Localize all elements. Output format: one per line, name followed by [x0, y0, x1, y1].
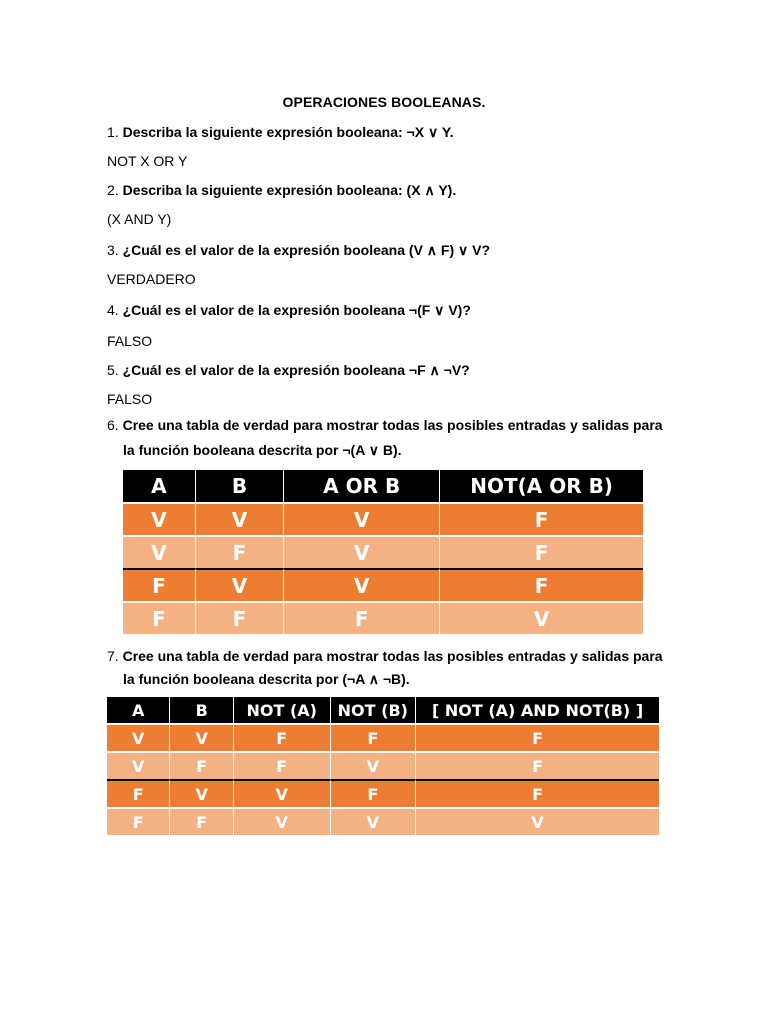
table-cell: F: [331, 779, 417, 807]
table-cell: V: [234, 807, 331, 835]
question-text: ¿Cuál es el valor de la expresión booleana (V ∧ F) ∨ V?: [122, 242, 491, 258]
table-row: [123, 568, 643, 601]
question-number: 5.: [107, 362, 119, 378]
table-row: [107, 807, 659, 835]
question-text: ¿Cuál es el valor de la expresión booleana ¬F ∧ ¬V?: [122, 362, 470, 378]
column-header: A: [123, 470, 196, 502]
column-header: A: [107, 697, 170, 723]
table-cell: F: [331, 723, 417, 751]
table-header-row: [123, 470, 643, 502]
question-6: [107, 417, 663, 434]
question-1: [107, 124, 454, 141]
table-cell: F: [123, 601, 196, 634]
truth-table-2: [107, 697, 659, 835]
table-header-row: [107, 697, 659, 723]
table-row: [123, 535, 643, 568]
table-cell: F: [284, 601, 440, 634]
table-cell: F: [416, 779, 659, 807]
column-header: B: [170, 697, 233, 723]
table-cell: F: [234, 751, 331, 779]
table-cell: V: [107, 751, 170, 779]
table-cell: V: [284, 568, 440, 601]
table-cell: F: [234, 723, 331, 751]
table-cell: F: [107, 807, 170, 835]
table-cell: F: [416, 751, 659, 779]
table-cell: V: [107, 723, 170, 751]
column-header: NOT(A OR B): [440, 470, 643, 502]
question-text: Cree una tabla de verdad para mostrar todas las posibles entradas y salidas para: [122, 417, 663, 433]
table-cell: V: [331, 807, 417, 835]
table-cell: F: [107, 779, 170, 807]
table-row: [107, 723, 659, 751]
table-cell: V: [331, 751, 417, 779]
table-cell: F: [123, 568, 196, 601]
question-text: Cree una tabla de verdad para mostrar todas las posibles entradas y salidas para: [122, 648, 663, 664]
table-row: [123, 601, 643, 634]
question-3: [107, 242, 490, 259]
table-cell: V: [284, 535, 440, 568]
question-text: ¿Cuál es el valor de la expresión booleana ¬(F ∨ V)?: [122, 302, 471, 318]
table-cell: V: [170, 723, 233, 751]
answer-3: VERDADERO: [107, 271, 196, 287]
table-cell: F: [170, 751, 233, 779]
table-cell: F: [196, 601, 284, 634]
question-number: 4.: [107, 302, 119, 318]
column-header: [ NOT (A) AND NOT(B) ]: [416, 697, 659, 723]
answer-2: (X AND Y): [107, 211, 172, 227]
question-6-continued: [123, 442, 402, 459]
table-cell: V: [284, 502, 440, 535]
table-cell: F: [196, 535, 284, 568]
question-text: Describa la siguiente expresión booleana: ¬X ∨ Y.: [122, 124, 454, 140]
table-cell: V: [123, 535, 196, 568]
question-number: 3.: [107, 242, 119, 258]
table-row: [123, 502, 643, 535]
table-cell: F: [440, 535, 643, 568]
column-header: NOT (B): [331, 697, 417, 723]
question-text: la función booleana descrita por (¬A ∧ ¬B).: [123, 671, 410, 687]
table-cell: V: [123, 502, 196, 535]
question-text: la función booleana descrita por ¬(A ∨ B).: [123, 442, 402, 458]
table-cell: F: [440, 502, 643, 535]
table-cell: V: [416, 807, 659, 835]
truth-table-1: [123, 470, 643, 634]
table-cell: V: [196, 502, 284, 535]
answer-5: FALSO: [107, 391, 153, 407]
table-cell: V: [170, 779, 233, 807]
column-header: NOT (A): [234, 697, 331, 723]
column-header: B: [196, 470, 284, 502]
answer-1: NOT X OR Y: [107, 153, 188, 169]
table-cell: F: [440, 568, 643, 601]
answer-4: FALSO: [107, 333, 153, 349]
table-cell: F: [170, 807, 233, 835]
question-text: Describa la siguiente expresión booleana: (X ∧ Y).: [122, 182, 457, 198]
table-cell: V: [440, 601, 643, 634]
question-number: 2.: [107, 182, 119, 198]
table-cell: F: [416, 723, 659, 751]
table-row: [107, 779, 659, 807]
question-number: 1.: [107, 124, 119, 140]
question-7-continued: [123, 671, 410, 688]
question-number: 7.: [107, 648, 119, 664]
table-row: [107, 751, 659, 779]
table-cell: V: [234, 779, 331, 807]
table-cell: V: [196, 568, 284, 601]
question-5: [107, 362, 470, 379]
question-4: [107, 302, 471, 319]
question-number: 6.: [107, 417, 119, 433]
column-header: A OR B: [284, 470, 440, 502]
page-title: OPERACIONES BOOLEANAS.: [282, 94, 486, 110]
question-2: [107, 182, 456, 199]
question-7: [107, 648, 663, 665]
